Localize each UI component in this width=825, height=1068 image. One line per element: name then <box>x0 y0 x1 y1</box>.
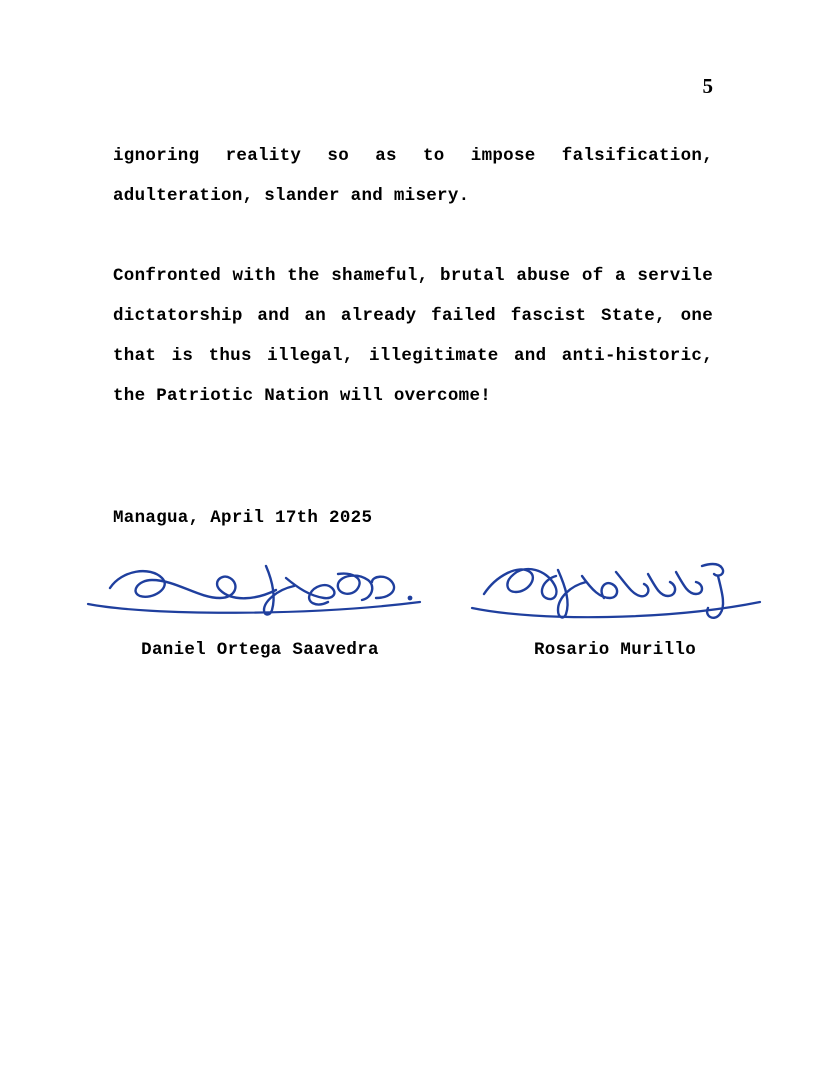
document-body <box>113 136 713 416</box>
signature-mark-murillo <box>470 540 780 640</box>
paragraph-2: Confronted with the shameful, brutal abuse of a servile dictatorship and an already failed fascist State, one that is thus illegal, illegitimate and anti-historic, the Patriotic Nation will overcome! <box>113 266 713 406</box>
signature-block-murillo <box>470 540 760 660</box>
dateline: Managua, April 17th 2025 <box>113 508 373 528</box>
signature-area <box>80 540 760 660</box>
signature-name-murillo: Rosario Murillo <box>533 640 697 660</box>
signature-block-ortega <box>80 540 440 660</box>
signature-mark-ortega <box>80 540 440 640</box>
signature-name-ortega: Daniel Ortega Saavedra <box>141 640 379 660</box>
page-number: 5 <box>702 74 713 98</box>
paragraph-1: ignoring reality so as to impose falsification, adulteration, slander and misery. <box>113 146 713 206</box>
